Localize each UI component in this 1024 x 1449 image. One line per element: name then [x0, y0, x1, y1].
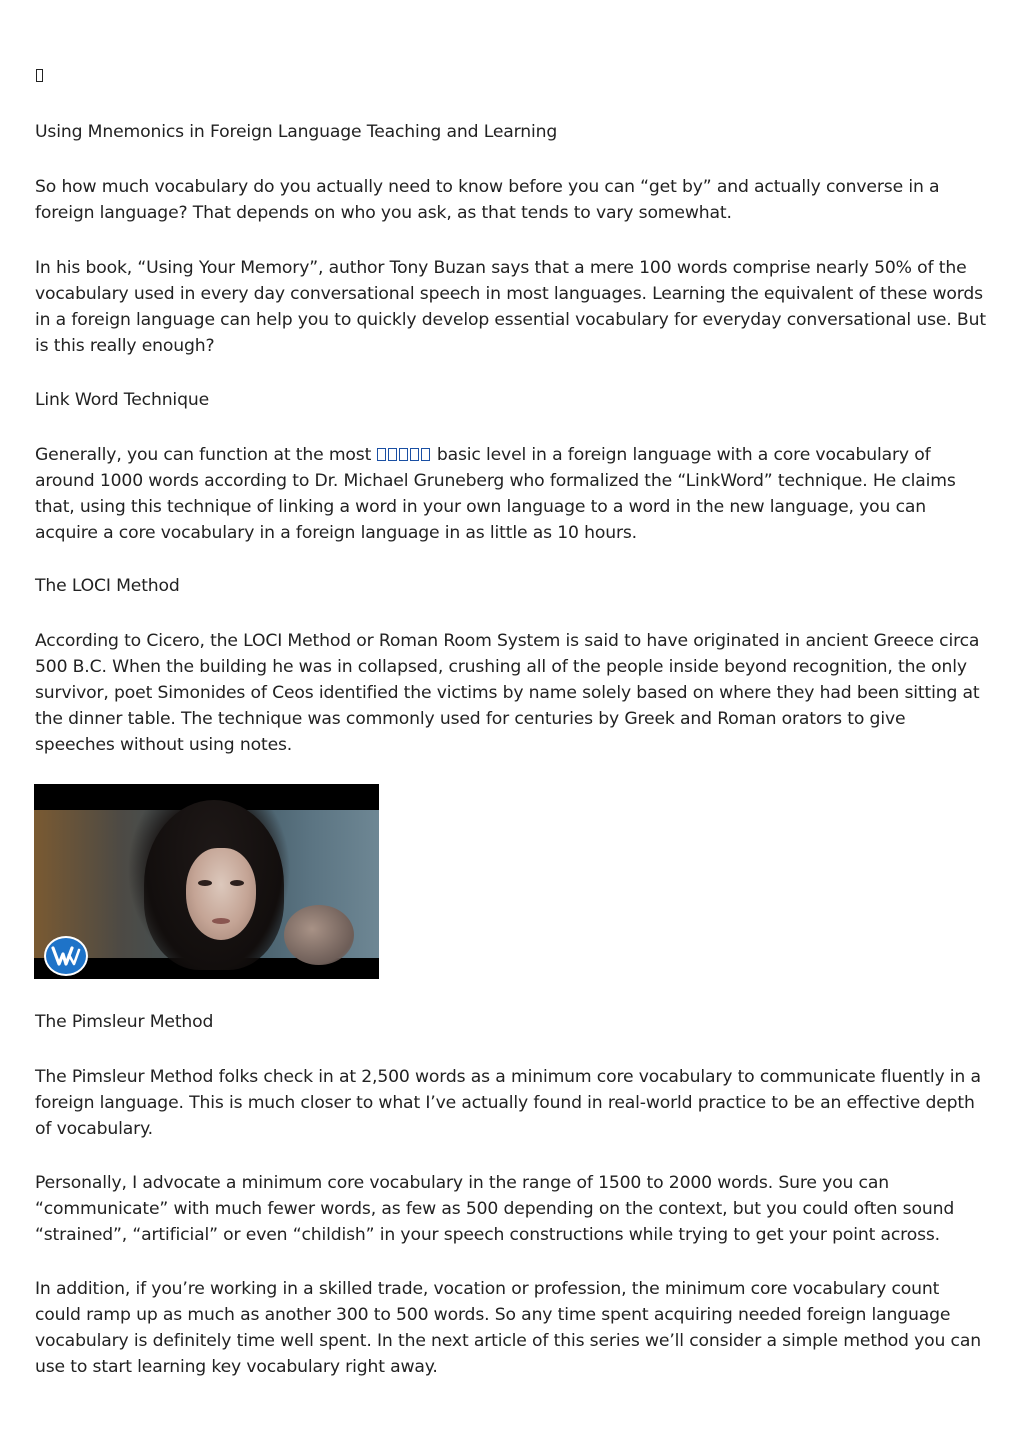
paragraph-personal: Personally, I advocate a minimum core vocabulary in the range of 1500 to 2000 words. Sure you can “communicate” with much fewer words, as few as 500 depending on the context, but you could often sound “strained”, “artificial” or even “childish” in your speech constructions while trying to get your point across.: [35, 1173, 955, 1245]
paragraph-pimsleur: The Pimsleur Method folks check in at 2,500 words as a minimum core vocabulary to communicate fluently in a foreign language. This is much closer to what I’ve actually found in real-world practice to be an effective depth of vocabulary.: [35, 1067, 981, 1139]
paragraph-linkword: [35, 442, 990, 546]
article-title: Using Mnemonics in Foreign Language Teaching and Learning: [35, 122, 558, 142]
heading-loci: The LOCI Method: [35, 576, 180, 596]
heading-link-word: Link Word Technique: [35, 390, 209, 410]
paragraph-linkword-end: basic level in a foreign language with a core vocabulary of around 1000 words according to Dr. Michael Gruneberg who formalized the “LinkWord” technique. He claims that, using this technique of linking a word in your own language to a word in the new language, you can acquire a core vocabulary in a foreign language in as little as 10 hours.: [35, 445, 956, 543]
paragraph-buzan: In his book, “Using Your Memory”, author Tony Buzan says that a mere 100 words comprise nearly 50% of the vocabulary used in every day conversational speech in most languages. Learning the equivalent of these words in a foreign language can help you to quickly develop essential vocabulary for everyday conversational use. But is this really enough?: [35, 258, 986, 356]
inline-link[interactable]: [377, 445, 432, 465]
video-subject-eye: [230, 880, 244, 886]
tofu-glyph-icon: [388, 448, 397, 461]
tofu-glyph-icon: [421, 448, 430, 461]
video-thumbnail[interactable]: [34, 784, 379, 979]
tofu-glyph-icon: [377, 448, 386, 461]
tofu-glyph-icon: [410, 448, 419, 461]
video-subject-eye: [198, 880, 212, 886]
heading-pimsleur: The Pimsleur Method: [35, 1012, 214, 1032]
video-subject-face: [186, 848, 256, 940]
paragraph-linkword-start: Generally, you can function at the most: [35, 445, 377, 465]
paragraph-intro: So how much vocabulary do you actually need to know before you can “get by” and actually converse in a foreign language? That depends on who you ask, as that tends to vary somewhat.: [35, 177, 940, 223]
video-subject-arm: [284, 905, 354, 965]
video-subject-lips: [212, 918, 230, 924]
missing-glyph-icon: [36, 69, 43, 82]
tofu-glyph-icon: [399, 448, 408, 461]
warner-music-logo-icon: [44, 936, 88, 976]
video-frame: [34, 810, 379, 958]
paragraph-conclusion: In addition, if you’re working in a skilled trade, vocation or profession, the minimum core vocabulary count could ramp up as much as another 300 to 500 words. So any time spent acquiring needed foreign language vocabulary is definitely time well spent. In the next article of this series we’ll consider a simple method you can use to start learning key vocabulary right away.: [35, 1279, 981, 1377]
paragraph-loci: According to Cicero, the LOCI Method or Roman Room System is said to have originated in ancient Greece circa 500 B.C. When the building he was in collapsed, crushing all of the people inside beyond recognition, the only survivor, poet Simonides of Ceos identified the victims by name solely based on where they had been sitting at the dinner table. The technique was commonly used for centuries by Greek and Roman orators to give speeches without using notes.: [35, 631, 980, 755]
